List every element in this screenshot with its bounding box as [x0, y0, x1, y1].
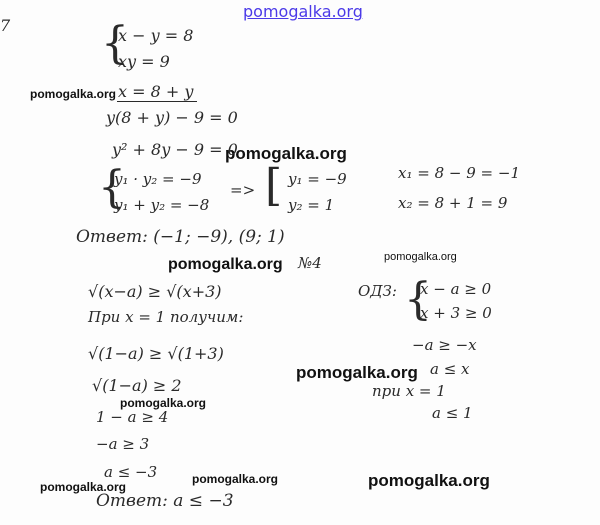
- watermark: pomogalka.org: [384, 251, 457, 263]
- watermark: pomogalka.org: [30, 87, 117, 101]
- watermark: pomogalka.org: [296, 363, 418, 382]
- equation: y₁ + y₂ = −8: [114, 196, 210, 214]
- odz-label: ОДЗ:: [358, 282, 397, 300]
- answer: Ответ: (−1; −9), (9; 1): [76, 227, 285, 247]
- watermark: pomogalka.org: [192, 472, 279, 486]
- equation: xy = 9: [118, 52, 170, 71]
- odz-condition: x − a ≥ 0: [420, 280, 492, 298]
- step: −a ≥ −x: [412, 336, 477, 354]
- watermark-top: pomogalka.org: [243, 2, 363, 21]
- step: 1 − a ≥ 4: [96, 408, 169, 426]
- equation: x − y = 8: [118, 26, 194, 45]
- task-number: №4: [298, 254, 322, 272]
- arrow: =>: [230, 181, 256, 199]
- watermark: pomogalka.org: [368, 471, 490, 490]
- equation: x = 8 + y: [118, 82, 194, 101]
- step: при x = 1: [372, 382, 446, 400]
- step: a ≤ 1: [432, 404, 473, 422]
- underline: [117, 101, 197, 102]
- inequality: √(x−a) ≥ √(x+3): [88, 282, 222, 301]
- watermark: pomogalka.org: [225, 144, 347, 163]
- watermark: pomogalka.org: [168, 256, 283, 273]
- equation: y(8 + y) − 9 = 0: [106, 108, 238, 127]
- step: √(1−a) ≥ 2: [92, 376, 182, 395]
- equation: x₁ = 8 − 9 = −1: [398, 164, 520, 182]
- odz-condition: x + 3 ≥ 0: [420, 304, 492, 322]
- condition: При x = 1 получим:: [88, 308, 244, 326]
- watermark: pomogalka.org: [40, 480, 127, 494]
- step: a ≤ x: [430, 360, 470, 378]
- watermark: pomogalka.org: [120, 396, 207, 410]
- system-brace: {: [101, 18, 129, 69]
- system-brace: {: [404, 274, 432, 325]
- equation: y₁ = −9: [288, 170, 347, 188]
- system-brace: [: [265, 160, 283, 211]
- step: −a ≥ 3: [96, 435, 150, 453]
- equation: y₁ · y₂ = −9: [114, 170, 202, 188]
- system-brace: {: [98, 162, 126, 213]
- answer: Ответ: a ≤ −3: [96, 491, 234, 511]
- step: a ≤ −3: [104, 463, 158, 481]
- equation: x₂ = 8 + 1 = 9: [398, 194, 508, 212]
- equation: y² + 8y − 9 = 0: [112, 140, 238, 159]
- step: √(1−a) ≥ √(1+3): [88, 344, 224, 363]
- task-number: 7: [0, 16, 11, 35]
- equation: y₂ = 1: [288, 196, 335, 214]
